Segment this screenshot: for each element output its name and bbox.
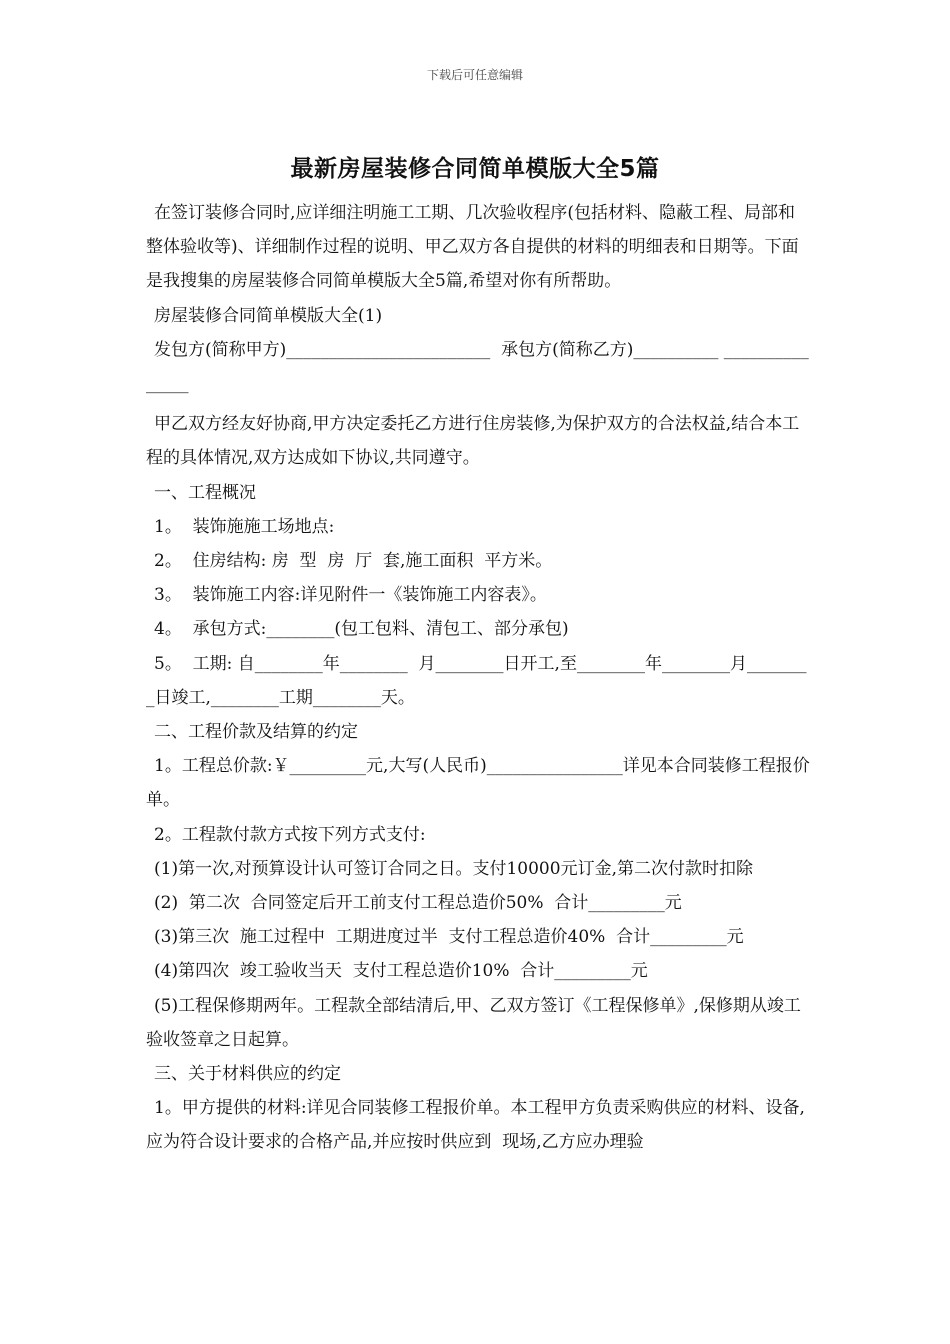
clause-item: (2) 第二次 合同签定后开工前支付工程总造价50% 合计_________元: [154, 893, 682, 914]
clause-item: 3。 装饰施工内容:详见附件一《装饰施工内容表》。: [154, 585, 547, 606]
section-heading: 三、关于材料供应的约定: [154, 1064, 341, 1085]
section-heading: 二、工程价款及结算的约定: [154, 722, 358, 743]
clause-item: 1。甲方提供的材料:详见合同装修工程报价单。本工程甲方负责采购供应的材料、设备,应为符合设计要求的合格产品,并应按时供应到 现场,乙方应办理验: [146, 1098, 805, 1153]
section-heading: 一、工程概况: [154, 482, 256, 503]
section-heading: 房屋装修合同简单模版大全(1): [154, 305, 383, 326]
document-body: [146, 196, 810, 1160]
clause-item: 2。工程款付款方式按下列方式支付:: [154, 824, 426, 845]
clause-item: (4)第四次 竣工验收当天 支付工程总造价10% 合计_________元: [154, 961, 648, 982]
parties-line: 发包方(简称甲方)________________________ 承包方(简称乙方)__________ _______________: [146, 339, 809, 395]
clause-item: 4。 承包方式:________(包工包料、清包工、部分承包): [154, 619, 569, 640]
document-title: 最新房屋装修合同简单模版大全5篇: [290, 156, 660, 182]
agreement-paragraph: 甲乙双方经友好协商,甲方决定委托乙方进行住房装修,为保护双方的合法权益,结合本工程的具体情况,双方达成如下协议,共同遵守。: [146, 414, 800, 469]
clause-item: 5。 工期: 自________年________ 月________日开工,至________年________月________日竣工,________工期________天。: [146, 653, 807, 708]
clause-item: 1。 装饰施施工场地点:: [154, 516, 335, 537]
clause-item: (3)第三次 施工过程中 工期进度过半 支付工程总造价40% 合计_________元: [154, 927, 744, 948]
clause-item: 1。工程总价款:￥_________元,大写(人民币)________________详见本合同装修工程报价单。: [146, 756, 810, 811]
clause-item: (5)工程保修期两年。工程款全部结清后,甲、乙双方签订《工程保修单》,保修期从竣工验收签章之日起算。: [146, 995, 801, 1050]
header-note: 下载后可任意编辑: [426, 68, 523, 82]
clause-item: 2。 住房结构: 房 型 房 厅 套,施工面积 平方米。: [154, 551, 553, 572]
clause-item: (1)第一次,对预算设计认可签订合同之日。支付10000元订金,第二次付款时扣除: [154, 858, 753, 879]
intro-paragraph: 在签订装修合同时,应详细注明施工工期、几次验收程序(包括材料、隐蔽工程、局部和整体验收等)、详细制作过程的说明、甲乙双方各自提供的材料的明细表和日期等。下面是我搜集的房屋装修合同简单模版大全5篇,希望对你有所帮助。: [146, 203, 799, 292]
